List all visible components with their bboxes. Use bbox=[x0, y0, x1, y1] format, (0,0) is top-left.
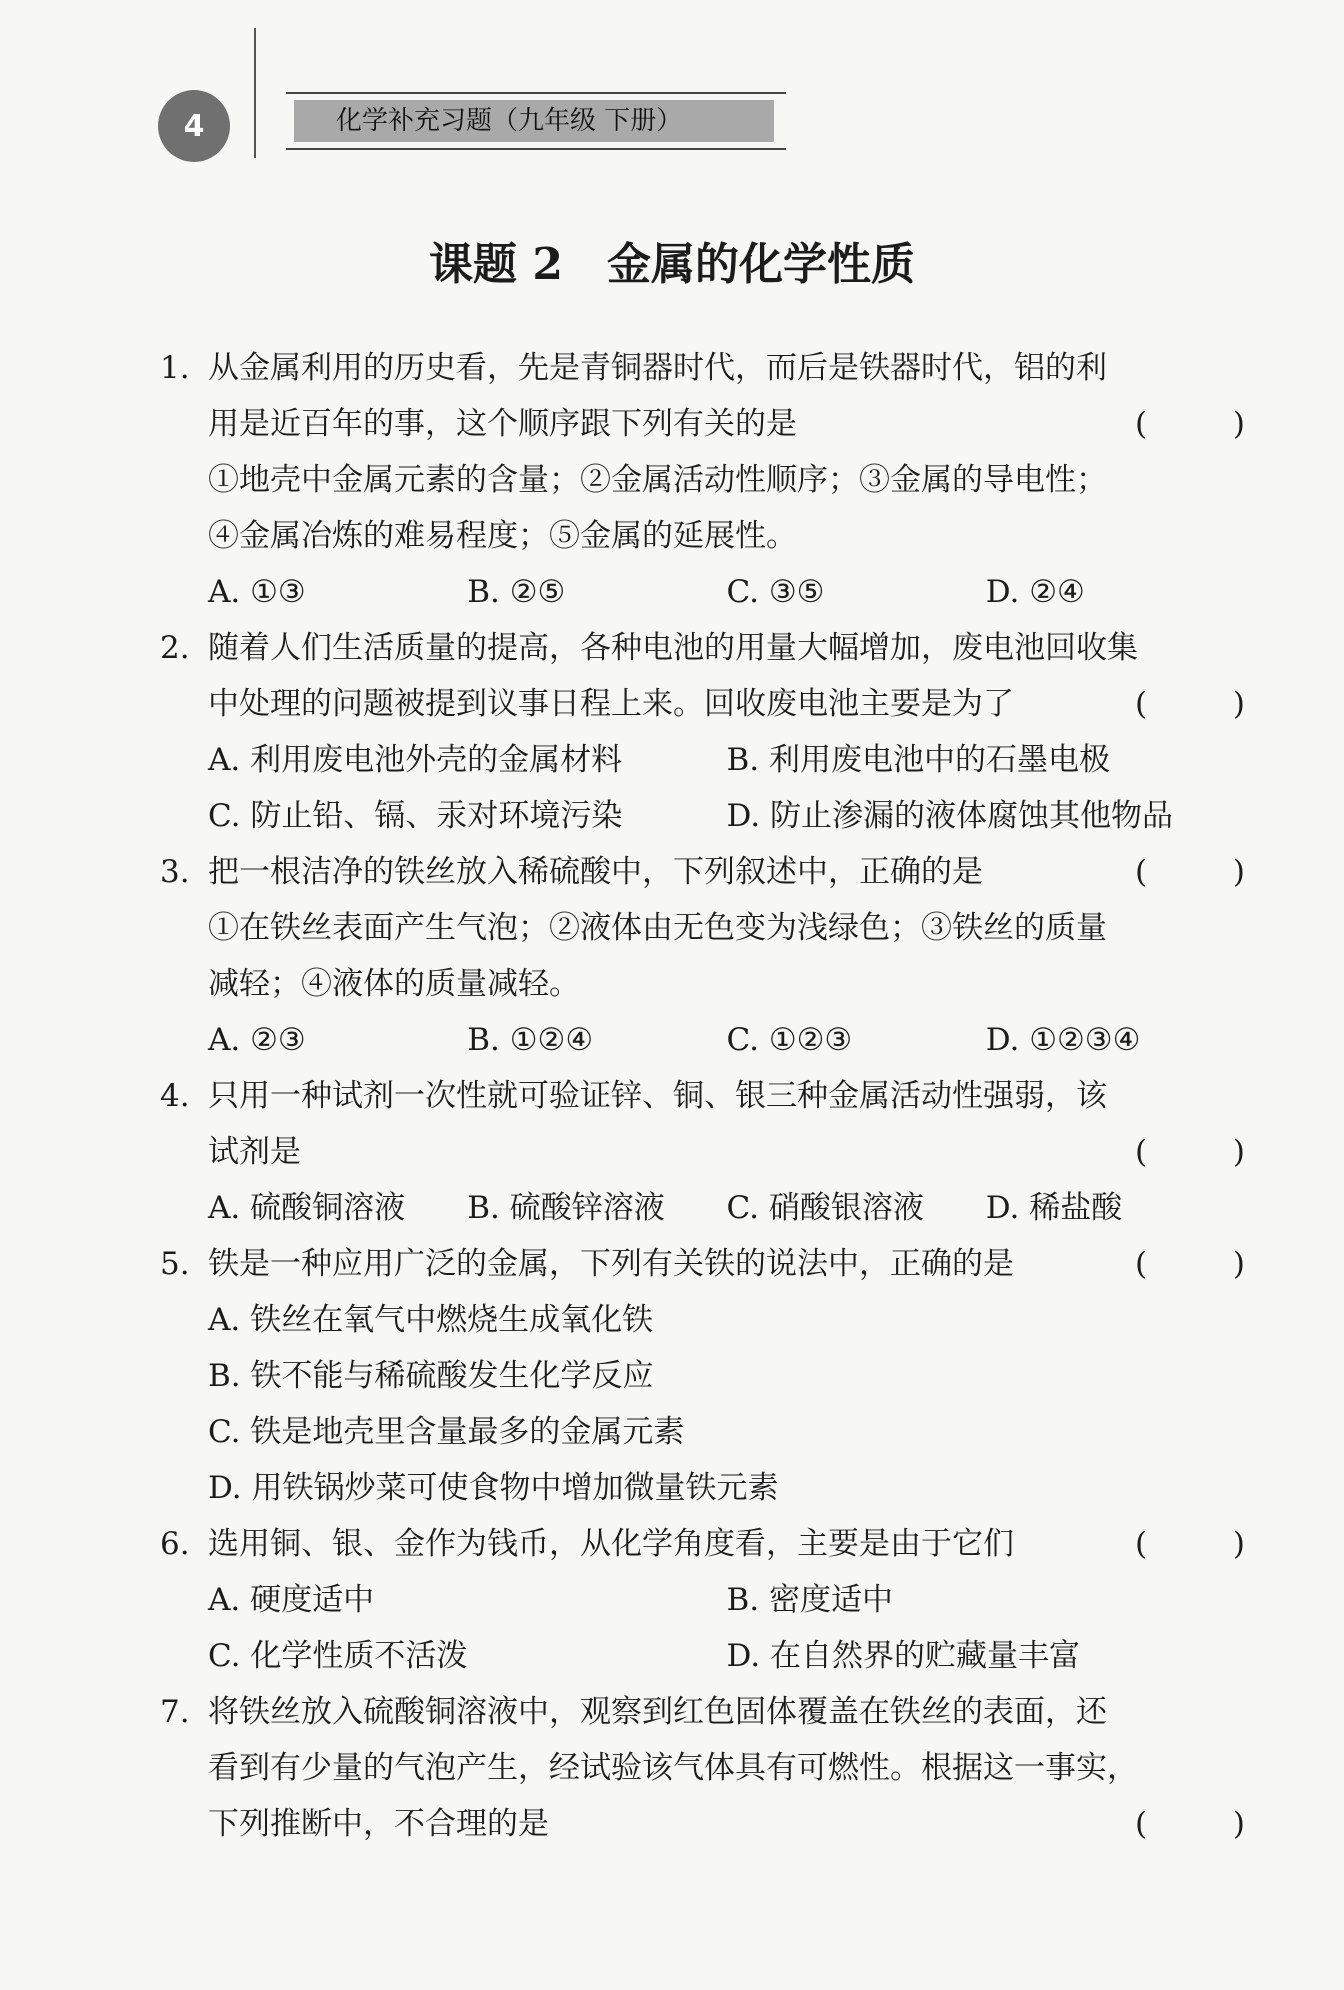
question-number: 1. bbox=[160, 350, 190, 386]
option-d[interactable]: D. ①②③④ bbox=[985, 1022, 1141, 1058]
option-b[interactable]: B. 硫酸锌溶液 bbox=[467, 1190, 665, 1226]
option-b[interactable]: B. ①②④ bbox=[467, 1022, 594, 1058]
header-divider bbox=[254, 28, 256, 158]
question-number: 5. bbox=[160, 1246, 190, 1282]
question-1-line-3: ①地壳中金属元素的含量；②金属活动性顺序；③金属的导电性； bbox=[208, 462, 1107, 498]
option-a[interactable]: A. 硬度适中 bbox=[208, 1582, 375, 1618]
question-3-line-1: 3. 把一根洁净的铁丝放入稀硫酸中，下列叙述中，正确的是 ( ) bbox=[160, 844, 1245, 900]
question-7-line-2: 看到有少量的气泡产生，经试验该气体具有可燃性。根据这一事实， bbox=[208, 1750, 1138, 1786]
option-c[interactable]: C. 化学性质不活泼 bbox=[208, 1638, 468, 1674]
option-a[interactable]: A. 铁丝在氧气中燃烧生成氧化铁 bbox=[208, 1302, 654, 1338]
question-2-line-2: 中处理的问题被提到议事日程上来。回收废电池主要是为了 ( ) bbox=[208, 686, 1245, 722]
question-1-line-2: 用是近百年的事，这个顺序跟下列有关的是 ( ) bbox=[208, 406, 1245, 442]
option-b[interactable]: B. 铁不能与稀硫酸发生化学反应 bbox=[208, 1358, 654, 1394]
question-3-line-2: ①在铁丝表面产生气泡；②液体由无色变为浅绿色；③铁丝的质量 bbox=[208, 910, 1107, 946]
question-5-line-1: 5. 铁是一种应用广泛的金属，下列有关铁的说法中，正确的是 ( ) bbox=[160, 1236, 1245, 1292]
option-c[interactable]: C. 防止铅、镉、汞对环境污染 bbox=[208, 798, 623, 834]
option-c[interactable]: C. ③⑤ bbox=[726, 574, 825, 610]
option-a[interactable]: A. 硫酸铜溶液 bbox=[208, 1190, 406, 1226]
question-7-line-3: 下列推断中，不合理的是 ( ) bbox=[208, 1806, 1245, 1842]
question-3-line-3: 减轻；④液体的质量减轻。 bbox=[208, 966, 580, 1002]
option-c[interactable]: C. ①②③ bbox=[726, 1022, 853, 1058]
option-d[interactable]: D. 用铁锅炒菜可使食物中增加微量铁元素 bbox=[208, 1470, 779, 1506]
question-6-options-row-2 bbox=[160, 1628, 1245, 1684]
question-number: 2. bbox=[160, 630, 190, 666]
question-6-options-row-1 bbox=[160, 1572, 1245, 1628]
option-a[interactable]: A. ①③ bbox=[208, 574, 306, 610]
option-d[interactable]: D. 稀盐酸 bbox=[985, 1190, 1123, 1226]
question-2-line-1: 2. 随着人们生活质量的提高，各种电池的用量大幅增加，废电池回收集 bbox=[160, 620, 1245, 676]
question-2-options-row-2 bbox=[160, 788, 1245, 844]
option-a[interactable]: A. ②③ bbox=[208, 1022, 306, 1058]
book-title-banner bbox=[286, 92, 786, 150]
option-b[interactable]: B. 利用废电池中的石墨电极 bbox=[726, 742, 1110, 778]
question-6-line-1: 6. 选用铜、银、金作为钱币，从化学角度看，主要是由于它们 ( ) bbox=[160, 1516, 1245, 1572]
question-list bbox=[160, 340, 1245, 1852]
option-c[interactable]: C. 硝酸银溶液 bbox=[726, 1190, 924, 1226]
question-number: 4. bbox=[160, 1078, 190, 1114]
lesson-title: 课题 2 金属的化学性质 bbox=[429, 239, 915, 290]
question-4-options bbox=[160, 1180, 1245, 1236]
book-title: 化学补充习题（九年级 下册） bbox=[294, 100, 774, 142]
question-3-options bbox=[160, 1012, 1245, 1068]
option-b[interactable]: B. 密度适中 bbox=[726, 1582, 893, 1618]
option-d[interactable]: D. 防止渗漏的液体腐蚀其他物品 bbox=[726, 798, 1173, 834]
question-number: 6. bbox=[160, 1526, 190, 1562]
option-c[interactable]: C. 铁是地壳里含量最多的金属元素 bbox=[208, 1414, 685, 1450]
question-1-line-1: 1. 从金属利用的历史看，先是青铜器时代，而后是铁器时代，铝的利 bbox=[160, 340, 1245, 396]
option-a[interactable]: A. 利用废电池外壳的金属材料 bbox=[208, 742, 623, 778]
question-1-line-4: ④金属冶炼的难易程度；⑤金属的延展性。 bbox=[208, 518, 797, 554]
option-d[interactable]: D. ②④ bbox=[985, 574, 1085, 610]
question-2-options-row-1 bbox=[160, 732, 1245, 788]
option-b[interactable]: B. ②⑤ bbox=[467, 574, 566, 610]
question-4-line-1: 4. 只用一种试剂一次性就可验证锌、铜、银三种金属活动性强弱，该 bbox=[160, 1068, 1245, 1124]
question-number: 3. bbox=[160, 854, 190, 890]
question-4-line-2: 试剂是 ( ) bbox=[208, 1134, 1245, 1170]
question-number: 7. bbox=[160, 1694, 190, 1730]
page-number-badge: 4 bbox=[158, 90, 230, 162]
option-d[interactable]: D. 在自然界的贮藏量丰富 bbox=[726, 1638, 1080, 1674]
question-1-options bbox=[160, 564, 1245, 620]
question-7-line-1: 7. 将铁丝放入硫酸铜溶液中，观察到红色固体覆盖在铁丝的表面，还 bbox=[160, 1684, 1245, 1740]
